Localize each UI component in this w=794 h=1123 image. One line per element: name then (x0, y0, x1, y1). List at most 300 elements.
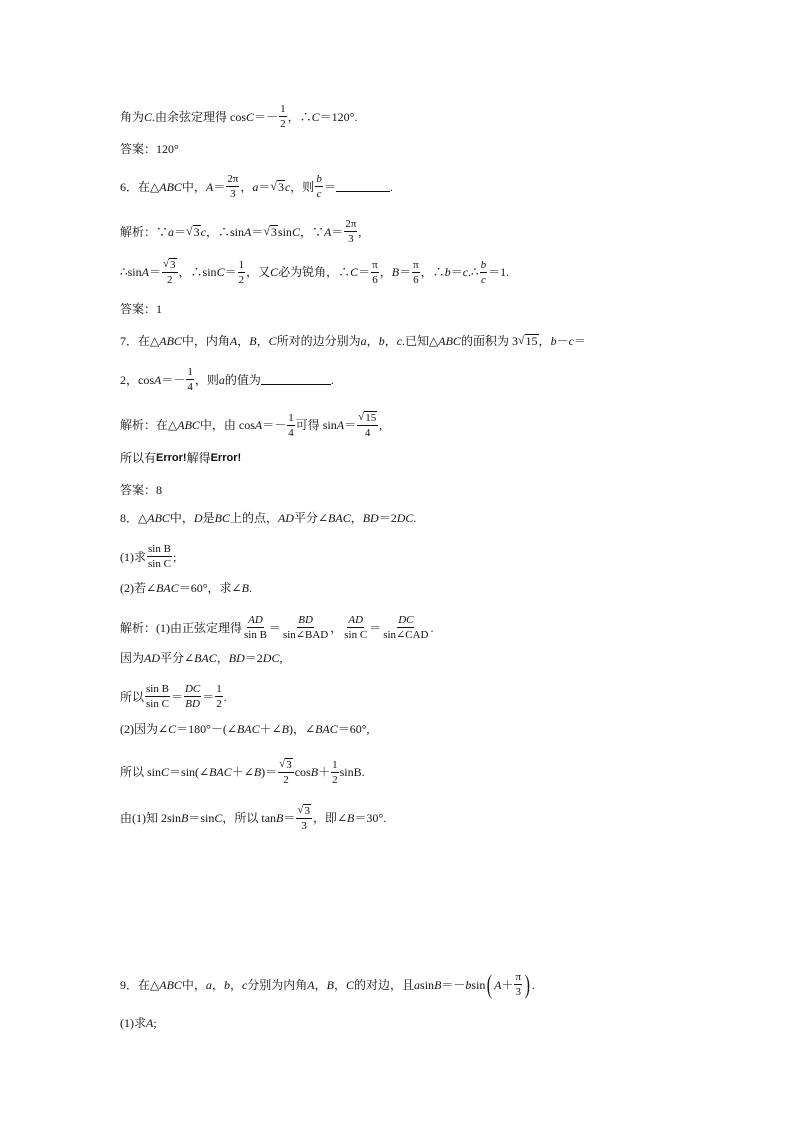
text: ，则 (290, 179, 315, 194)
fraction (287, 412, 295, 439)
denominator: sin∠BAD (282, 629, 329, 642)
text: BAC (194, 651, 217, 665)
text: 答案：8 (120, 483, 163, 497)
numerator (278, 758, 294, 773)
text: － (556, 334, 569, 349)
text: A (307, 977, 315, 992)
radicand: 3 (170, 259, 176, 271)
text: a (252, 179, 259, 194)
text: sin (277, 224, 292, 239)
text: A (146, 1016, 154, 1030)
text: ＝2 (244, 651, 263, 665)
text: ＝180°－(∠ (176, 722, 237, 736)
numerator: 1 (238, 259, 246, 273)
text: BAC (328, 511, 351, 525)
text: ＝－ (161, 372, 186, 387)
text: a (360, 334, 367, 349)
question-line (120, 173, 393, 200)
text: AD (277, 511, 294, 525)
text: )＝ (261, 765, 278, 780)
text: ， (379, 265, 392, 280)
fraction (226, 173, 239, 200)
text: ， (384, 334, 397, 349)
denominator: 2 (332, 773, 338, 786)
text: sin (420, 977, 435, 992)
text: 所以 (120, 689, 145, 704)
text: C (346, 977, 355, 992)
square-root: √ 3 (270, 178, 284, 194)
text: 答案：120° (120, 142, 179, 156)
text: b (223, 977, 230, 992)
text: 答案：1 (120, 302, 163, 316)
text: 所以 sin (120, 765, 162, 780)
text: ， (216, 651, 229, 665)
denominator: BD (185, 698, 200, 711)
denominator: c (316, 188, 322, 201)
question-line (120, 512, 416, 524)
numerator: sin B (145, 683, 170, 697)
text: 由(1)知 2sin (120, 811, 181, 826)
numerator: BD (297, 614, 314, 628)
text: c (241, 977, 248, 992)
text: ABC (177, 418, 200, 433)
text: 平分∠ (160, 651, 195, 665)
text: . (389, 179, 393, 194)
fraction (215, 683, 223, 710)
text: ，∴ (287, 109, 312, 124)
text: ABC (159, 334, 182, 349)
solution-line (120, 652, 282, 664)
text: (1)求 (120, 549, 146, 564)
text: cos (294, 765, 311, 780)
text: 的对边，且 (354, 977, 415, 992)
denominator: 2 (283, 774, 289, 787)
text: 分别为内角 (247, 977, 308, 992)
text: ＝sin(∠ (169, 765, 210, 780)
solution-line (120, 218, 361, 245)
text: b (465, 977, 472, 992)
radicand: 15 (525, 334, 538, 348)
numerator: DC (397, 614, 414, 628)
text: )，∠ (289, 722, 316, 736)
text: . (248, 581, 252, 595)
text: ＝ (331, 224, 344, 239)
text: B (391, 265, 400, 280)
text: , (379, 418, 383, 433)
text: ＝60°，求∠ (178, 581, 242, 595)
radicand: 15 (365, 412, 377, 424)
denominator: 4 (187, 381, 193, 394)
text: ＝ (148, 265, 161, 280)
text: ， (314, 977, 327, 992)
denominator: 4 (288, 426, 294, 439)
numerator: π (371, 259, 379, 273)
text: 可得 sin (295, 418, 337, 433)
text: a (168, 224, 175, 239)
text: ＝60°, (337, 722, 370, 736)
fraction (282, 614, 329, 641)
text: 必为锐角，∴ (278, 265, 351, 280)
text: ， (350, 511, 363, 525)
text: 中， (169, 511, 194, 525)
text: ＝ (170, 689, 183, 704)
solution-line (120, 452, 241, 464)
square-root: √ 3 (163, 258, 176, 271)
text: A (229, 334, 238, 349)
radicand: 3 (277, 179, 284, 194)
answer-line (120, 303, 162, 315)
text: (1)求 (120, 1016, 146, 1030)
text: B (253, 765, 262, 780)
text: ＝1. (488, 265, 510, 280)
numerator: sin B (147, 543, 172, 557)
text-line (120, 103, 357, 130)
fraction (344, 218, 357, 245)
text: 8．△ (120, 511, 148, 525)
text: ＝ (202, 689, 215, 704)
error-text: Error! (156, 451, 187, 464)
fraction (357, 411, 378, 439)
text: ， (211, 977, 224, 992)
text: C (268, 334, 277, 349)
text: BAC (209, 765, 232, 780)
text: BAC (156, 581, 179, 595)
answer-line (120, 484, 162, 496)
text: c (396, 334, 403, 349)
text: 中， (181, 977, 206, 992)
text: 2，cos (120, 372, 154, 387)
fraction (184, 683, 201, 710)
text: A (141, 265, 149, 280)
text: ; (153, 1016, 157, 1030)
numerator: AD (247, 614, 264, 628)
text: (2)因为∠ (120, 722, 169, 736)
text: sin (471, 977, 486, 992)
text: B (434, 977, 442, 992)
text: . (430, 620, 434, 635)
text: ABC (438, 334, 461, 349)
text: 所以有 (120, 451, 157, 465)
right-parenthesis: ) (524, 969, 530, 999)
denominator: 6 (413, 273, 419, 286)
text: 中，内角 (181, 334, 230, 349)
text: , (358, 224, 362, 239)
fraction (382, 614, 429, 641)
text: 解析：(1)由正弦定理得 (120, 620, 242, 635)
numerator: 1 (331, 759, 339, 773)
text: C (168, 722, 177, 736)
text: ， (538, 334, 551, 349)
text: b (378, 334, 385, 349)
answer-blank (336, 181, 390, 192)
radicand: 3 (270, 224, 277, 239)
text: ，∴sin (178, 265, 217, 280)
text: ＋∠ (259, 722, 282, 736)
text: c (568, 334, 574, 349)
text: ＝ (268, 620, 281, 635)
text: , (279, 651, 283, 665)
text: A (494, 977, 502, 992)
solution-line (120, 758, 365, 786)
text: B (310, 765, 319, 780)
text: sinB. (339, 765, 365, 780)
text: 中， (181, 179, 206, 194)
text: D (193, 511, 203, 525)
numerator: AD (347, 614, 364, 628)
text: ＝ (251, 224, 264, 239)
fraction (315, 173, 323, 200)
text: ABC (147, 511, 170, 525)
text: C (311, 109, 320, 124)
text: (2)若∠ (120, 581, 157, 595)
text: ， (366, 334, 379, 349)
text: a (205, 977, 212, 992)
question-line (120, 971, 535, 998)
text: ＝ (369, 620, 382, 635)
text: 9．在△ (120, 977, 160, 992)
text: ∴sin (120, 265, 142, 280)
text: ＋∠ (231, 765, 254, 780)
text: c (462, 265, 469, 280)
fraction (371, 259, 379, 286)
fraction (186, 366, 194, 393)
numerator: 1 (287, 412, 295, 426)
text: ＝ (344, 418, 357, 433)
text: c (200, 224, 206, 239)
square-root: √ 15 (358, 411, 377, 424)
text: ABC (159, 179, 182, 194)
fraction (279, 103, 287, 130)
denominator: 3 (515, 986, 521, 999)
text: ， (229, 977, 242, 992)
text: .∴ (468, 265, 479, 280)
text: 上的点， (229, 511, 278, 525)
left-parenthesis: ( (487, 969, 493, 999)
text: ，∵ (299, 224, 324, 239)
text: b (550, 334, 557, 349)
text: 平分∠ (293, 511, 329, 525)
text: ＋ (501, 977, 514, 992)
fraction (480, 259, 488, 286)
text: ＝sin (188, 811, 215, 826)
denominator: 4 (364, 427, 371, 440)
text: ＝2 (378, 511, 397, 525)
text: a (414, 977, 421, 992)
text: ＝－ (254, 109, 279, 124)
fraction (412, 259, 420, 286)
question-line (120, 543, 176, 570)
text: B (249, 334, 257, 349)
numerator: b (315, 173, 323, 187)
fraction (296, 804, 312, 832)
text: ， (256, 334, 269, 349)
text: ，则 (194, 372, 219, 387)
denominator: sin C (344, 629, 368, 642)
text: 解析：∵ (120, 224, 169, 239)
text: ，所以 tan (222, 811, 277, 826)
fraction (145, 683, 170, 710)
denominator: 2 (167, 274, 173, 287)
fraction (162, 258, 178, 286)
text: ＝ (399, 265, 412, 280)
numerator: π (412, 259, 420, 273)
numerator: π (514, 971, 522, 985)
text: 的面积为 3 (460, 334, 518, 349)
error-text: Error! (210, 451, 242, 464)
solution-line (120, 683, 227, 710)
text: . (330, 372, 334, 387)
denominator: 3 (230, 188, 236, 201)
denominator: c (480, 273, 486, 286)
numerator (162, 258, 178, 273)
numerator: 1 (279, 103, 287, 117)
text: B (241, 581, 249, 595)
text: ， (237, 334, 250, 349)
numerator: DC (184, 683, 201, 697)
text: 7．在△ (120, 334, 160, 349)
question-line (120, 1017, 157, 1029)
square-root: √ 15 (517, 333, 538, 348)
text: ; (172, 549, 177, 564)
text: ＋ (318, 765, 331, 780)
denominator: 2 (216, 698, 222, 711)
text: ＝ (174, 224, 187, 239)
text: C (246, 109, 255, 124)
text: . (413, 511, 417, 525)
denominator: 2 (238, 273, 245, 286)
square-root: √ 3 (279, 758, 292, 771)
text: ＝－ (441, 977, 466, 992)
solution-line (120, 804, 386, 832)
text: B (347, 811, 355, 826)
numerator (357, 411, 378, 426)
answer-blank (261, 374, 331, 385)
text: ＝30°. (354, 811, 387, 826)
text: ＝－ (262, 418, 287, 433)
text: BD (362, 511, 379, 525)
text: ＝ (213, 179, 226, 194)
denominator: 3 (348, 233, 354, 246)
text: C (144, 109, 153, 124)
text: DC (262, 651, 280, 665)
text: 角为 (120, 109, 145, 124)
text: ＝ (358, 265, 371, 280)
question-line (120, 366, 334, 393)
text: a (218, 372, 225, 387)
solution-line (120, 258, 509, 286)
text: 解析：在△ (120, 418, 178, 433)
text: ＝ (450, 265, 463, 280)
text: AD (144, 651, 161, 665)
text: ＝120°. (319, 109, 358, 124)
text: ，又 (246, 265, 271, 280)
text: BAC (315, 722, 338, 736)
text: B (276, 811, 284, 826)
square-root: √ 3 (297, 804, 310, 817)
solution-line (120, 614, 433, 641)
denominator: 3 (301, 820, 307, 833)
text: BC (214, 511, 230, 525)
text: ， (334, 977, 347, 992)
denominator: sin C (148, 558, 171, 571)
numerator: 1 (215, 683, 223, 697)
text: 因为 (120, 651, 145, 665)
solution-line (120, 723, 370, 735)
fraction (514, 971, 522, 998)
text: ＝ (573, 334, 586, 349)
numerator: 2π (344, 218, 357, 232)
text: ＝ (283, 811, 296, 826)
text: A (254, 418, 263, 433)
radicand: 3 (193, 224, 200, 239)
denominator: 6 (372, 273, 378, 286)
solution-line (120, 411, 382, 439)
text: ， (330, 620, 343, 635)
radicand: 3 (286, 759, 292, 771)
text: 是 (202, 511, 215, 525)
denominator: sin C (146, 698, 169, 711)
question-line (120, 334, 586, 348)
text: .由余弦定理得 cos (152, 109, 247, 124)
fraction (243, 614, 268, 641)
text: A (205, 179, 214, 194)
text: C (270, 265, 279, 280)
text: A (336, 418, 345, 433)
text: BAC (236, 722, 260, 736)
text: 6．在△ (120, 179, 160, 194)
text: c (284, 179, 291, 194)
text: C (216, 265, 225, 280)
text: B (181, 811, 189, 826)
denominator: sin∠CAD (383, 629, 429, 642)
text: ，即∠ (312, 811, 348, 826)
fraction (278, 758, 294, 786)
text: ＝ (323, 179, 336, 194)
text: . (223, 689, 227, 704)
text: BD (228, 651, 245, 665)
text: ABC (159, 977, 182, 992)
text: ，∴sin (205, 224, 244, 239)
numerator (296, 804, 312, 819)
numerator: b (480, 259, 488, 273)
text: DC (396, 511, 414, 525)
text: 的值为 (224, 372, 261, 387)
fraction (238, 259, 246, 286)
numerator: 2π (226, 173, 239, 187)
text: B (281, 722, 290, 736)
text: B (326, 977, 334, 992)
question-line (120, 582, 252, 594)
text: C (291, 224, 300, 239)
text: ＝ (258, 179, 271, 194)
radicand: 3 (304, 805, 310, 817)
text: C (350, 265, 359, 280)
fraction (331, 759, 339, 786)
text: . (531, 977, 535, 992)
text: A (323, 224, 332, 239)
fraction (147, 543, 172, 570)
text: 中，由 cos (199, 418, 255, 433)
square-root: √ 3 (186, 223, 200, 239)
square-root: √ 3 (263, 223, 277, 239)
text: 所对的边分别为 (276, 334, 361, 349)
text: A (154, 372, 162, 387)
answer-line (120, 143, 179, 155)
text: 解得 (186, 451, 211, 465)
text: C (214, 811, 223, 826)
text: A (243, 224, 252, 239)
text: ，∴ (420, 265, 445, 280)
